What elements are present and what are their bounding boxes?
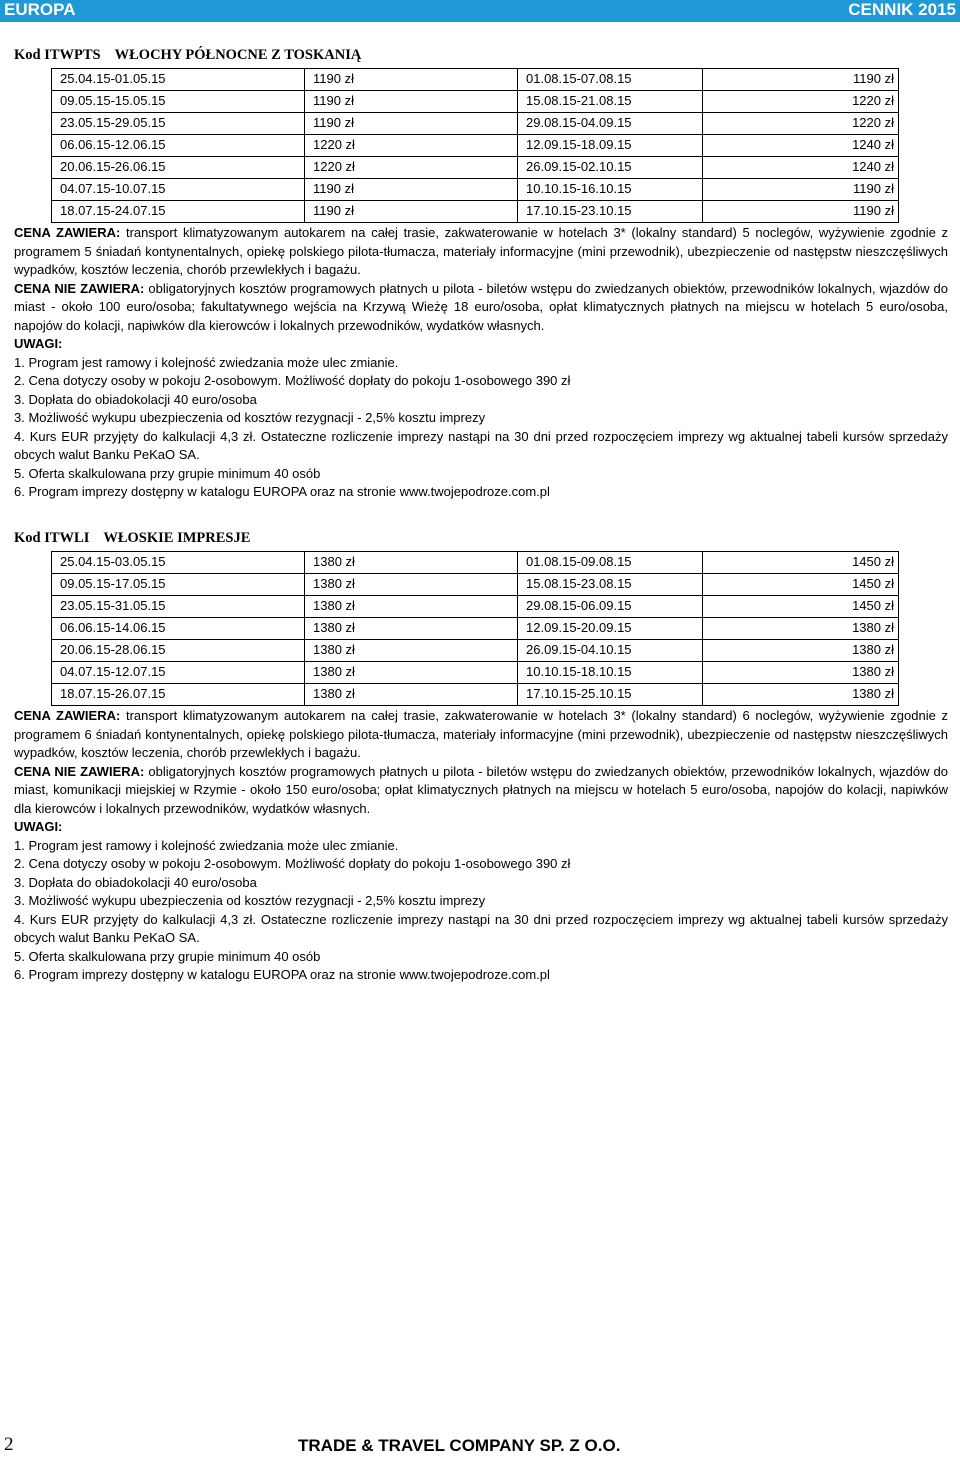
date-range-cell: 29.08.15-06.09.15 xyxy=(518,596,703,618)
date-range-cell: 06.06.15-14.06.15 xyxy=(52,618,305,640)
price-cell: 1190 zł xyxy=(305,179,518,201)
price-cell: 1190 zł xyxy=(305,69,518,91)
price-cell: 1450 zł xyxy=(703,574,899,596)
table-row xyxy=(52,552,899,574)
date-range-cell: 23.05.15-29.05.15 xyxy=(52,113,305,135)
price-cell: 1190 zł xyxy=(305,91,518,113)
date-range-cell: 20.06.15-28.06.15 xyxy=(52,640,305,662)
date-range-cell: 25.04.15-01.05.15 xyxy=(52,69,305,91)
price-cell: 1380 zł xyxy=(305,574,518,596)
excludes-label: CENA NIE ZAWIERA: xyxy=(14,763,145,779)
note-item: 5. Oferta skalkulowana przy grupie minimum 40 osób xyxy=(14,948,321,964)
price-cell: 1450 zł xyxy=(703,596,899,618)
table-row xyxy=(52,113,899,135)
header-catalog-title: CENNIK 2015 xyxy=(848,0,956,19)
table-row xyxy=(52,574,899,596)
tour-section-itwli xyxy=(14,529,948,985)
note-item: 1. Program jest ramowy i kolejność zwiedzania może ulec zmianie. xyxy=(14,837,399,853)
price-cell: 1190 zł xyxy=(305,113,518,135)
includes-label: CENA ZAWIERA: xyxy=(14,708,121,723)
note-item: 2. Cena dotyczy osoby w pokoju 2-osobowym. Możliwość dopłaty do pokoju 1-osobowego 390 zł xyxy=(14,373,571,388)
footer-company: TRADE & TRAVEL COMPANY SP. Z O.O. xyxy=(298,1436,621,1455)
price-cell: 1190 zł xyxy=(703,69,899,91)
date-range-cell: 06.06.15-12.06.15 xyxy=(52,135,305,157)
header-brand: EUROPA xyxy=(4,0,76,19)
note-item: 5. Oferta skalkulowana przy grupie minimum 40 osób xyxy=(14,465,321,481)
includes-text: transport klimatyzowanym autokarem na całej trasie, zakwaterowanie w hotelach 3* (lokalny standard) 5 noclegów, wyżywienie zgodnie z programem 5 śniadań kontynentalnych, opiekę polskiego pilota-tłumacza, materiały informacyjne (mini przewodnik), ubezpieczenie od następstw nieszczęśliwych wypadków, kosztów leczenia, chorób przewlekłych i bagażu. xyxy=(14,225,948,277)
date-range-cell: 15.08.15-23.08.15 xyxy=(518,574,703,596)
note-item: 6. Program imprezy dostępny w katalogu EUROPA oraz na stronie www.twojepodroze.com.pl xyxy=(14,484,550,499)
excludes-text: obligatoryjnych kosztów programowych płatnych u pilota - biletów wstępu do zwiedzanych obiektów, przewodników lokalnych, wjazdów do miast, komunikacji miejskiej w Rzymie - około 150 euro/osoba; opłat klimatycznych płatnych na miejscu w hotelach 5 euro/osoba, napojów do kolacji, napiwków dla kierowców i lokalnych przewodników, wydatków własnych. xyxy=(14,763,948,816)
date-range-cell: 10.10.15-18.10.15 xyxy=(518,662,703,684)
price-table xyxy=(51,551,899,706)
page-number: 2 xyxy=(4,1434,14,1455)
date-range-cell: 25.04.15-03.05.15 xyxy=(52,552,305,574)
date-range-cell: 09.05.15-15.05.15 xyxy=(52,91,305,113)
price-cell: 1240 zł xyxy=(703,135,899,157)
price-cell: 1190 zł xyxy=(703,201,899,223)
price-cell: 1380 zł xyxy=(703,618,899,640)
tour-section-itwpts xyxy=(14,46,948,502)
date-range-cell: 04.07.15-10.07.15 xyxy=(52,179,305,201)
price-cell: 1380 zł xyxy=(305,640,518,662)
notes-heading xyxy=(14,818,948,837)
price-cell: 1220 zł xyxy=(703,113,899,135)
price-excludes xyxy=(14,763,948,819)
price-cell: 1220 zł xyxy=(305,157,518,179)
price-cell: 1220 zł xyxy=(703,91,899,113)
note-item: 1. Program jest ramowy i kolejność zwiedzania może ulec zmianie. xyxy=(14,354,399,370)
date-range-cell: 20.06.15-26.06.15 xyxy=(52,157,305,179)
price-cell: 1450 zł xyxy=(703,552,899,574)
excludes-label: CENA NIE ZAWIERA: xyxy=(14,280,145,296)
notes-heading xyxy=(14,335,948,354)
table-row xyxy=(52,618,899,640)
includes-label: CENA ZAWIERA: xyxy=(14,225,121,240)
notes-label: UWAGI: xyxy=(14,336,63,351)
tour-title xyxy=(14,46,948,68)
date-range-cell: 23.05.15-31.05.15 xyxy=(52,596,305,618)
tour-title xyxy=(14,529,948,551)
notes-label: UWAGI: xyxy=(14,819,63,834)
table-row xyxy=(52,201,899,223)
price-cell: 1380 zł xyxy=(703,684,899,706)
date-range-cell: 15.08.15-21.08.15 xyxy=(518,91,703,113)
price-cell: 1380 zł xyxy=(305,662,518,684)
note-item: 4. Kurs EUR przyjęty do kalkulacji 4,3 zł. Ostateczne rozliczenie imprezy nastąpi na 30 dni przed rozpoczęciem imprezy wg aktualnej tabeli kursów sprzedaży obcych walut Banku PeKaO SA. xyxy=(14,428,948,462)
date-range-cell: 04.07.15-12.07.15 xyxy=(52,662,305,684)
price-cell: 1240 zł xyxy=(703,157,899,179)
date-range-cell: 17.10.15-25.10.15 xyxy=(518,684,703,706)
note-item: 6. Program imprezy dostępny w katalogu EUROPA oraz na stronie www.twojepodroze.com.pl xyxy=(14,967,550,982)
note-item: 4. Kurs EUR przyjęty do kalkulacji 4,3 zł. Ostateczne rozliczenie imprezy nastąpi na 30 dni przed rozpoczęciem imprezy wg aktualnej tabeli kursów sprzedaży obcych walut Banku PeKaO SA. xyxy=(14,911,948,945)
tour-code: Kod ITWLI xyxy=(14,530,90,546)
date-range-cell: 29.08.15-04.09.15 xyxy=(518,113,703,135)
note-item: 3. Dopłata do obiadokolacji 40 euro/osoba xyxy=(14,874,257,890)
price-cell: 1380 zł xyxy=(703,662,899,684)
price-table xyxy=(51,68,899,223)
includes-text: transport klimatyzowanym autokarem na całej trasie, zakwaterowanie w hotelach 3* (lokalny standard) 6 noclegów, wyżywienie zgodnie z programem 6 śniadań kontynentalnych, opiekę polskiego pilota-tłumacza, materiały informacyjne (mini przewodnik), ubezpieczenie od następstw nieszczęśliwych wypadków, kosztów leczenia, chorób przewlekłych i bagażu. xyxy=(14,708,948,760)
price-includes xyxy=(14,707,948,763)
table-row xyxy=(52,662,899,684)
tour-name: WŁOSKIE IMPRESJE xyxy=(103,530,251,546)
note-item: 2. Cena dotyczy osoby w pokoju 2-osobowym. Możliwość dopłaty do pokoju 1-osobowego 390 zł xyxy=(14,856,571,871)
date-range-cell: 01.08.15-09.08.15 xyxy=(518,552,703,574)
table-row xyxy=(52,640,899,662)
note-item: 3. Dopłata do obiadokolacji 40 euro/osoba xyxy=(14,391,257,407)
date-range-cell: 18.07.15-24.07.15 xyxy=(52,201,305,223)
date-range-cell: 01.08.15-07.08.15 xyxy=(518,69,703,91)
table-row xyxy=(52,157,899,179)
table-row xyxy=(52,596,899,618)
date-range-cell: 09.05.15-17.05.15 xyxy=(52,574,305,596)
date-range-cell: 18.07.15-26.07.15 xyxy=(52,684,305,706)
date-range-cell: 10.10.15-16.10.15 xyxy=(518,179,703,201)
excludes-text: obligatoryjnych kosztów programowych płatnych u pilota - biletów wstępu do zwiedzanych obiektów, przewodników lokalnych, wjazdów do miast - około 100 euro/osoba; fakultatywnego wejścia na Krzywą Wieżę 18 euro/osoba, opłat klimatycznych płatnych na miejscu w hotelach 5 euro/osoba, napojów do kolacji, napiwków dla kierowców i lokalnych przewodników, wydatków własnych. xyxy=(14,280,948,333)
price-cell: 1190 zł xyxy=(703,179,899,201)
note-item: 3. Możliwość wykupu ubezpieczenia od kosztów rezygnacji - 2,5% kosztu imprezy xyxy=(14,410,486,425)
tour-code: Kod ITWPTS xyxy=(14,47,101,63)
price-cell: 1220 zł xyxy=(305,135,518,157)
price-includes xyxy=(14,224,948,280)
price-cell: 1380 zł xyxy=(305,618,518,640)
page-header xyxy=(0,0,960,22)
table-row xyxy=(52,91,899,113)
tour-name: WŁOCHY PÓŁNOCNE Z TOSKANIĄ xyxy=(114,47,362,63)
price-cell: 1380 zł xyxy=(305,684,518,706)
date-range-cell: 12.09.15-20.09.15 xyxy=(518,618,703,640)
date-range-cell: 12.09.15-18.09.15 xyxy=(518,135,703,157)
table-row xyxy=(52,684,899,706)
date-range-cell: 26.09.15-02.10.15 xyxy=(518,157,703,179)
date-range-cell: 26.09.15-04.10.15 xyxy=(518,640,703,662)
price-cell: 1380 zł xyxy=(305,596,518,618)
price-cell: 1380 zł xyxy=(703,640,899,662)
date-range-cell: 17.10.15-23.10.15 xyxy=(518,201,703,223)
table-row xyxy=(52,69,899,91)
price-cell: 1380 zł xyxy=(305,552,518,574)
price-excludes xyxy=(14,280,948,336)
table-row xyxy=(52,135,899,157)
note-item: 3. Możliwość wykupu ubezpieczenia od kosztów rezygnacji - 2,5% kosztu imprezy xyxy=(14,893,486,908)
price-cell: 1190 zł xyxy=(305,201,518,223)
table-row xyxy=(52,179,899,201)
